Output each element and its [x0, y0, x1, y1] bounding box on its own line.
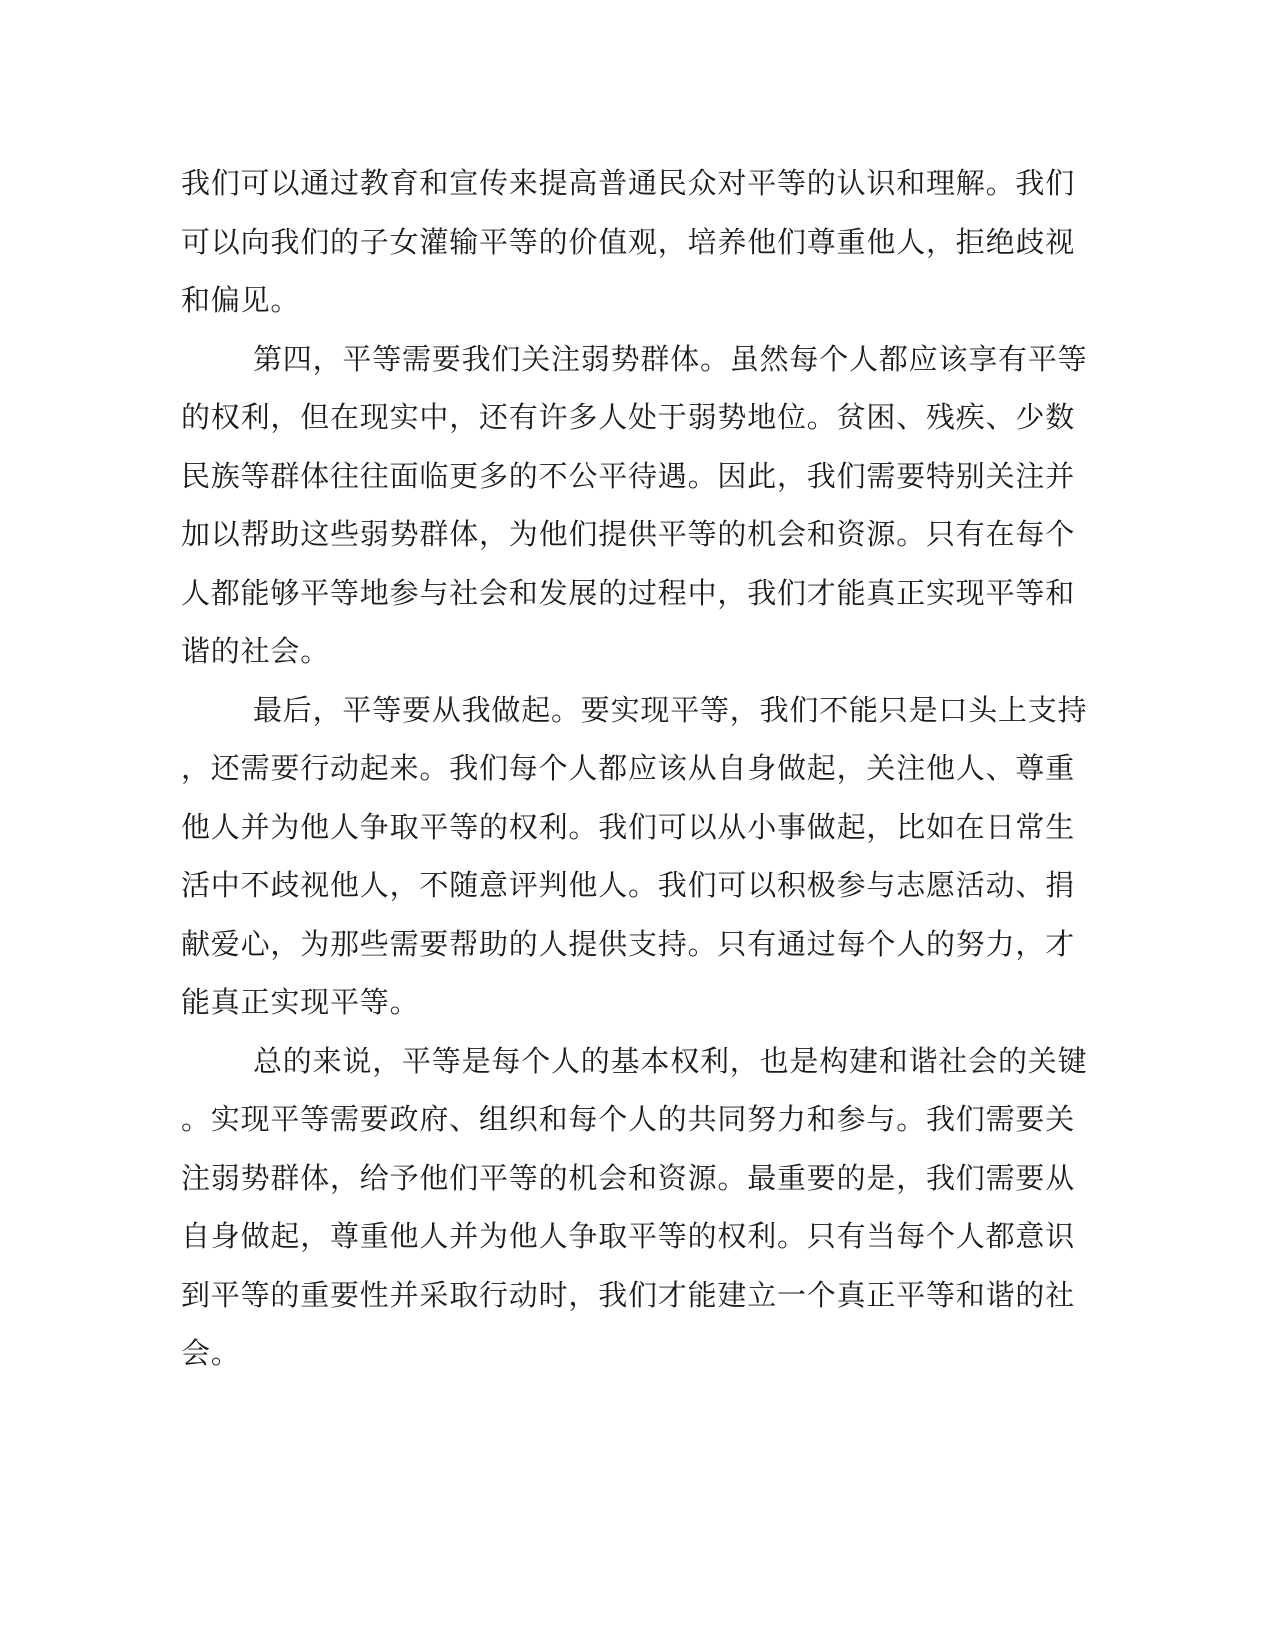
- text-line: 注弱势群体，给予他们平等的机会和资源。最重要的是，我们需要从: [181, 1160, 1076, 1195]
- paragraph-first-line: 第四，平等需要我们关注弱势群体。虽然每个人都应该享有平等: [253, 341, 1088, 376]
- paragraph-first-line: 最后，平等要从我做起。要实现平等，我们不能只是口头上支持: [253, 692, 1088, 727]
- body-text: [181, 154, 1088, 1383]
- text-line: 可以向我们的子女灌输平等的价值观，培养他们尊重他人，拒绝歧视: [181, 224, 1076, 259]
- text-line: 我们可以通过教育和宣传来提高普通民众对平等的认识和理解。我们: [181, 166, 1076, 200]
- text-line: 能真正实现平等。: [181, 985, 420, 1019]
- text-line: 的权利，但在现实中，还有许多人处于弱势地位。贫困、残疾、少数: [181, 400, 1076, 434]
- paragraph-first-line: 总的来说，平等是每个人的基本权利，也是构建和谐社会的关键: [253, 1043, 1088, 1078]
- text-line: 到平等的重要性并采取行动时，我们才能建立一个真正平等和谐的社: [181, 1277, 1076, 1312]
- text-line: 献爱心，为那些需要帮助的人提供支持。只有通过每个人的努力，才: [181, 926, 1076, 961]
- text-line: 自身做起，尊重他人并为他人争取平等的权利。只有当每个人都意识: [181, 1219, 1076, 1253]
- text-line: 人都能够平等地参与社会和发展的过程中，我们才能真正实现平等和: [181, 575, 1076, 610]
- text-line: 民族等群体往往面临更多的不公平待遇。因此，我们需要特别关注并: [181, 458, 1076, 493]
- text-line: 会。: [181, 1336, 241, 1370]
- text-line: 和偏见。: [181, 283, 301, 317]
- text-line: 加以帮助这些弱势群体，为他们提供平等的机会和资源。只有在每个: [181, 517, 1076, 551]
- text-line: 。实现平等需要政府、组织和每个人的共同努力和参与。我们需要关: [181, 1102, 1076, 1136]
- text-line: ，还需要行动起来。我们每个人都应该从自身做起，关注他人、尊重: [181, 751, 1076, 785]
- text-line: 他人并为他人争取平等的权利。我们可以从小事做起，比如在日常生: [181, 809, 1076, 844]
- text-line: 谐的社会。: [181, 634, 331, 668]
- text-line: 活中不歧视他人，不随意评判他人。我们可以积极参与志愿活动、捐: [181, 868, 1076, 902]
